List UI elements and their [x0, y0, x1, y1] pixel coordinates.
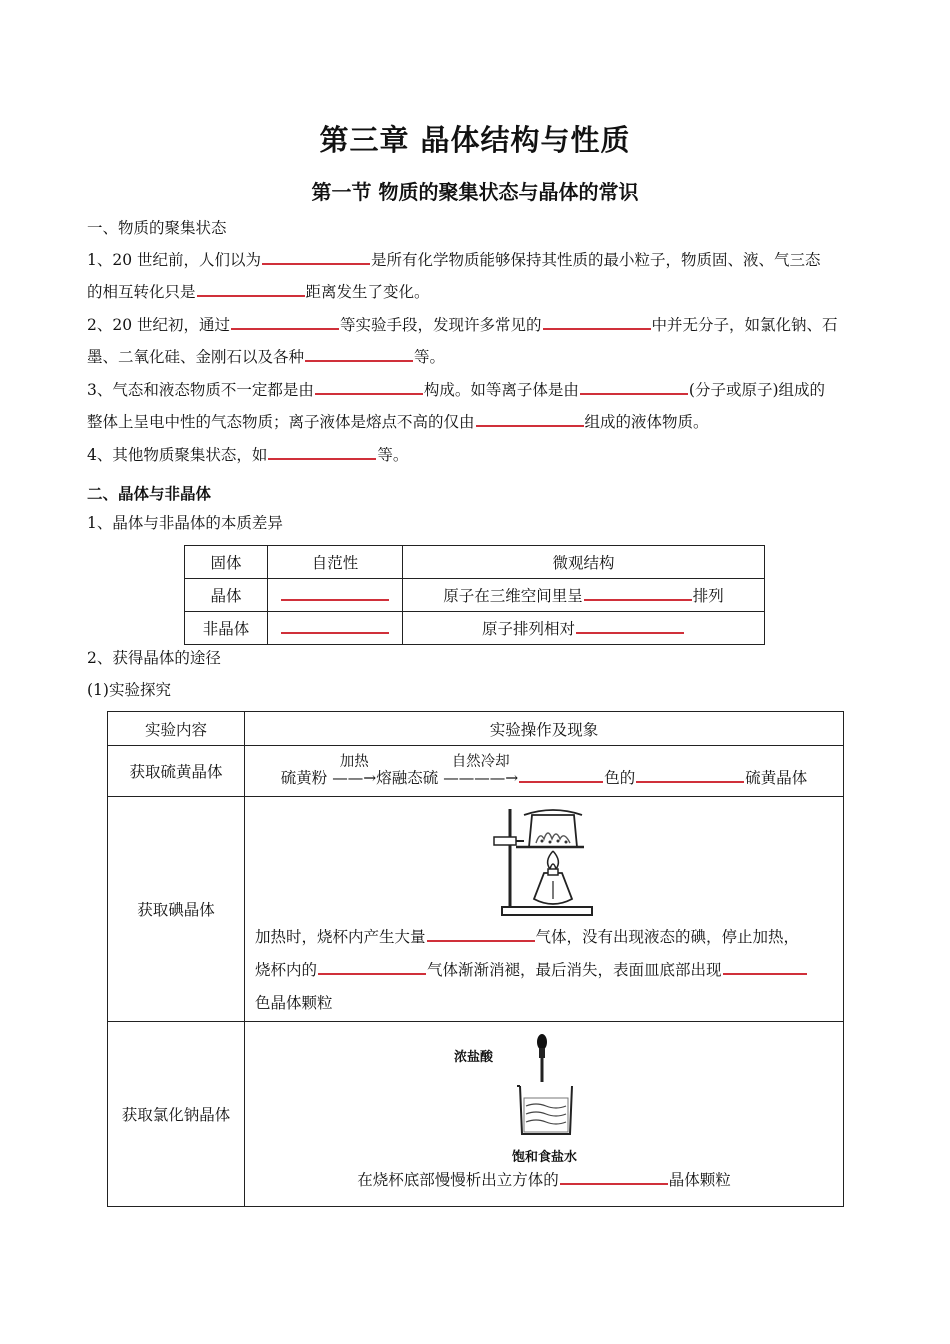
label-saturated-brine: 饱和食盐水	[512, 1150, 578, 1165]
fill-blank[interactable]	[580, 379, 688, 395]
fill-blank[interactable]	[268, 444, 376, 460]
fill-blank[interactable]	[519, 767, 603, 783]
nacl-apparatus-illustration	[454, 1032, 604, 1168]
fill-blank[interactable]	[723, 959, 807, 975]
table-row-iodine	[108, 797, 844, 1022]
header-experiment-content: 实验内容	[108, 712, 245, 746]
iodine-procedure	[245, 797, 844, 1022]
fill-blank[interactable]	[305, 346, 413, 362]
beaker-dropper-icon	[484, 1032, 604, 1144]
header-solid: 固体	[185, 546, 268, 579]
iodine-line-1: 加热时，烧杯内产生大量 气体，没有出现液态的碘，停止加热，	[255, 928, 800, 946]
heating-arrow: 加热 ——→	[332, 754, 377, 787]
row-amorphous-name: 非晶体	[185, 612, 268, 645]
experiment-table	[107, 711, 844, 1207]
header-operation-phenomenon: 实验操作及现象	[245, 712, 844, 746]
fill-blank[interactable]	[543, 314, 651, 330]
sulfur-experiment-name: 获取硫黄晶体	[108, 746, 245, 797]
label-conc-hcl: 浓盐酸	[454, 1050, 494, 1065]
row-crystal-self-shaping	[268, 579, 403, 612]
nacl-result-text: 在烧杯底部慢慢析出立方体的 晶体颗粒	[357, 1171, 731, 1189]
header-self-shaping: 自范性	[268, 546, 403, 579]
iodine-sublimation-apparatus-illustration	[484, 803, 604, 921]
fill-blank[interactable]	[584, 585, 692, 601]
cooling-arrow: 自然冷却 ————→	[443, 754, 519, 787]
row-crystal-structure: 原子在三维空间里呈 排列	[403, 579, 765, 612]
row-crystal-name: 晶体	[185, 579, 268, 612]
section-title: 第一节 物质的聚集状态与晶体的常识	[311, 180, 639, 204]
part2-sub2: 2、获得晶体的途径	[87, 649, 221, 667]
paragraph-3-line-1: 3、气态和液态物质不一定都是由 构成。如等离子体是由 (分子或原子)组成的	[87, 381, 825, 399]
table-row-nacl	[108, 1022, 844, 1207]
paragraph-2-line-1: 2、20 世纪初，通过 等实验手段，发现许多常见的 中并无分子，如氯化钠、石	[87, 316, 838, 334]
fill-blank[interactable]	[197, 281, 305, 297]
table-row	[185, 612, 765, 645]
table-header-row	[108, 712, 844, 746]
header-micro-structure: 微观结构	[403, 546, 765, 579]
table-header-row	[185, 546, 765, 579]
fill-blank[interactable]	[318, 959, 426, 975]
fill-blank[interactable]	[281, 585, 389, 601]
fill-blank[interactable]	[636, 767, 744, 783]
iodine-experiment-name: 获取碘晶体	[108, 797, 245, 1022]
fill-blank[interactable]	[560, 1169, 668, 1185]
crystal-comparison-table	[184, 545, 765, 645]
part1-heading: 一、物质的聚集状态	[87, 219, 227, 237]
sulfur-procedure: 硫黄粉 加热 ——→熔融态硫 自然冷却 ————→ 色的 硫黄晶体	[245, 746, 844, 797]
fill-blank[interactable]	[231, 314, 339, 330]
fill-blank[interactable]	[281, 618, 389, 634]
table-row	[185, 579, 765, 612]
table-row-sulfur	[108, 746, 844, 797]
paragraph-2-line-2: 墨、二氧化硅、金刚石以及各种 等。	[87, 348, 446, 366]
paragraph-1-line-2: 的相互转化只是 距离发生了变化。	[87, 283, 430, 301]
part2-heading: 二、晶体与非晶体	[87, 484, 212, 503]
nacl-experiment-name: 获取氯化钠晶体	[108, 1022, 245, 1207]
nacl-procedure	[245, 1022, 844, 1207]
fill-blank[interactable]	[427, 926, 535, 942]
fill-blank[interactable]	[576, 618, 684, 634]
fill-blank[interactable]	[476, 411, 584, 427]
paragraph-3-line-2: 整体上呈电中性的气态物质；离子液体是熔点不高的仅由 组成的液体物质。	[87, 413, 709, 431]
paragraph-4: 4、其他物质聚集状态，如 等。	[87, 446, 409, 464]
fill-blank[interactable]	[262, 249, 370, 265]
row-amorphous-structure: 原子排列相对	[403, 612, 765, 645]
fill-blank[interactable]	[315, 379, 423, 395]
paragraph-1-line-1: 1、20 世纪前，人们以为 是所有化学物质能够保持其性质的最小粒子，物质固、液、气三态	[87, 251, 821, 269]
iodine-line-3: 色晶体颗粒	[255, 994, 333, 1012]
row-amorphous-self-shaping	[268, 612, 403, 645]
part2-sub3: (1)实验探究	[87, 681, 171, 699]
chapter-title: 第三章 晶体结构与性质	[319, 123, 631, 157]
iodine-line-2: 烧杯内的 气体渐渐消褪，最后消失，表面皿底部出现	[245, 954, 843, 987]
part2-sub1: 1、晶体与非晶体的本质差异	[87, 514, 283, 532]
